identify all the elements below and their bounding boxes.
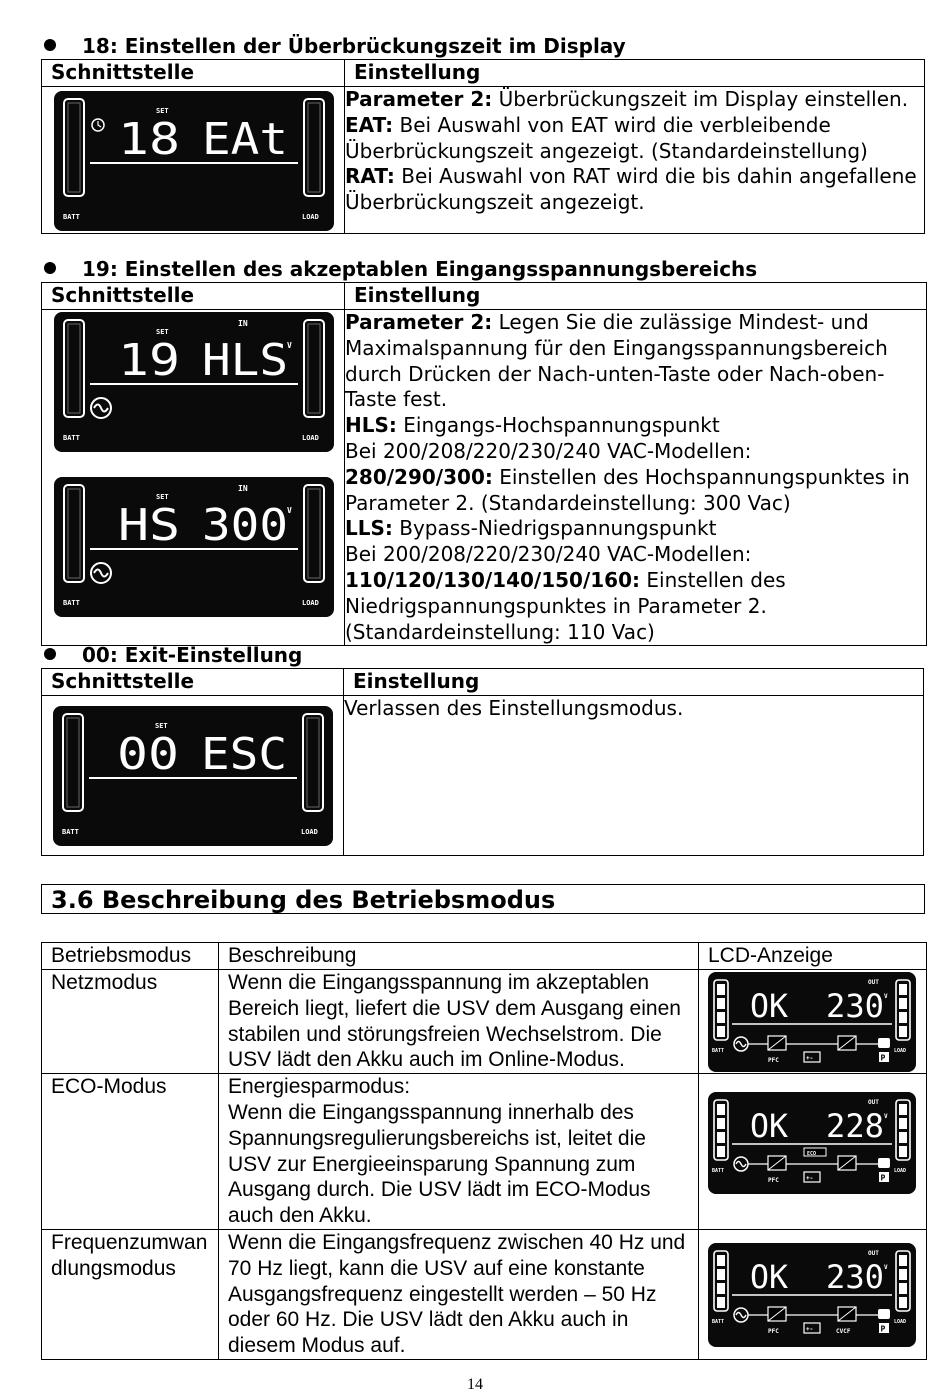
lcd-left-digits: 19 [118,335,180,386]
load-label: LOAD [302,213,319,221]
battery-segment [68,103,80,192]
battery-segment [717,1104,725,1115]
unit-label: V [287,341,292,350]
lcd-right-digits: EAt [202,114,288,165]
p-label: P [880,1053,886,1063]
col-header-mode: Betriebsmodus [42,943,219,970]
lcd-right-digits: ESC [201,729,287,780]
set-label: SET [156,107,169,115]
param-text: Legen Sie die zulässige Mindest- und Maximalspannung für den Eingangsspannungsbereich durch Drücken der Nach-unten-Taste oder Nach-oben-Taste fest. [345,310,888,412]
load-label: LOAD [302,599,319,607]
batt-label: BATT [62,828,79,836]
out-label: OUT [868,1249,879,1257]
pfc-label: PFC [768,1057,779,1064]
lcd-display-19-hls [54,312,334,452]
lcd-right-digits: HLS [202,335,288,386]
setting-description [345,310,927,646]
section-18-title: 18: Einstellen der Überbrückungszeit im Display [44,34,626,58]
batt-label: BATT [63,599,80,607]
hls-text: Eingangs-Hochspannungspunkt [396,413,720,438]
col-header-setting: Einstellung [344,669,924,696]
load-segment [899,1269,907,1280]
settings-table-19 [41,282,927,646]
batt-label: BATT [712,1048,725,1054]
battery-segment [717,1283,725,1294]
interface-cell [42,696,344,856]
mode-name: ECO-Modus [42,1074,219,1230]
batt-label: BATT [712,1168,725,1175]
sine-wave [736,1042,746,1047]
load-segment [899,998,907,1009]
battery-polarity: +- [806,1175,814,1183]
lcd-graphic [708,1092,916,1194]
unit-label: V [287,506,292,515]
mode-desc-heading: Energiesparmodus: [228,1075,411,1099]
mode-name: Netzmodus [42,970,219,1074]
lcd-left-digits: OK [750,987,789,1025]
lcd-left-digits: OK [750,1107,789,1146]
lcd-display-eco-mode [708,1092,916,1194]
low-values-text: Einstellen des Niedrigspannungspunktes in Parameter 2. (Standardeinstellung: 110 Vac) [345,567,786,644]
battery-segment [67,718,79,807]
model-note: Bei 200/208/220/230/240 VAC-Modellen: [345,542,752,567]
load-segment [308,103,320,192]
p-label: P [880,1173,886,1183]
out-label: OUT [868,1099,879,1107]
in-label: IN [238,319,248,328]
lcd-right-digits: 300 [202,500,288,551]
set-label: SET [156,493,169,501]
param-text: Überbrückungszeit im Display einstellen. [492,87,909,111]
lcd-display-18 [54,91,334,231]
lls-label: LLS: [345,516,393,541]
load-label: LOAD [894,1168,907,1175]
col-header-interface: Schnittstelle [42,60,345,87]
battery-segment [717,1297,725,1308]
pfc-label: PFC [768,1177,779,1185]
sine-wave [736,1312,746,1317]
mode-name [42,1229,219,1359]
mode-desc-body: Wenn die Eingangsspannung innerhalb des Spannungsregulierungsbereichs ist, leitet die USV zur Energieeinsparung Spannung zum Ausgang durch. Die USV lädt im ECO-Modus auch den Akku. [228,1100,651,1228]
mode-name-line: dlungsmodus [51,1256,176,1280]
output-socket-icon [878,1309,890,1319]
col-header-setting: Einstellung [345,60,925,87]
lcd-right-digits: 230 [826,987,884,1025]
load-segment [899,1012,907,1023]
section-19-title: 19: Einstellen des akzeptablen Eingangsspannungsbereichs [44,257,757,281]
battery-segment [717,1146,725,1157]
lcd-display-19-hs [54,477,334,617]
mode-description: Wenn die Eingangsspannung im akzeptablen Bereich liegt, liefert die USV dem Ausgang einen stabilen und störungsfreien Wechselstrom. Die USV lädt den Akku auch im Online-Modus. [219,970,699,1074]
load-segment [899,1146,907,1157]
col-header-lcd: LCD-Anzeige [699,943,927,970]
setting-description [345,87,925,234]
lcd-graphic [708,1243,916,1347]
mode-lcd-cell [699,1074,927,1230]
lcd-display-cvcf-mode [708,1243,916,1347]
interface-cell [42,87,345,234]
bullet-icon [44,262,56,274]
battery-polarity: +- [806,1055,814,1062]
settings-table-00 [41,668,924,856]
lcd-right-digits: 230 [826,1257,884,1296]
load-segment [899,1283,907,1294]
lcd-left-digits: 00 [117,729,179,780]
col-header-interface: Schnittstelle [42,669,344,696]
model-note: Bei 200/208/220/230/240 VAC-Modellen: [345,438,752,463]
batt-label: BATT [63,434,80,442]
col-header-setting: Einstellung [345,283,927,310]
eat-text: Bei Auswahl von EAT wird die verbleibende Überbrückungszeit angezeigt. (Standardeinstellung) [345,112,868,163]
battery-segment [717,1012,725,1023]
out-label: OUT [868,979,879,986]
rat-label: RAT: [345,164,395,189]
sine-wave [94,405,108,412]
battery-segment [717,1269,725,1280]
battery-segment [717,1026,725,1037]
load-bar-icon [304,99,324,196]
bullet-icon [44,648,56,660]
rat-text: Bei Auswahl von RAT wird die bis dahin angefallene Überbrückungszeit angezeigt. [345,164,917,215]
high-values-text: Einstellen des Hochspannungspunktes in Parameter 2. (Standardeinstellung: 300 Vac) [345,464,910,515]
lcd-right-digits: 228 [826,1107,884,1146]
mode-lcd-cell [699,970,927,1074]
battery-bar-icon [64,485,84,582]
in-label: IN [238,484,248,493]
lcd-graphic [708,972,916,1072]
load-segment [899,1118,907,1129]
battery-segment [717,1132,725,1143]
lcd-graphic [54,91,334,231]
mode-description [219,1074,699,1230]
set-label: SET [156,328,169,336]
load-segment [308,324,320,413]
pfc-label: PFC [768,1327,779,1335]
setting-description [344,696,924,856]
lcd-left-digits: 18 [118,114,180,165]
unit-label: V [884,993,888,1000]
clock-hand [98,121,101,127]
lcd-left-digits: HS [118,500,180,551]
p-label: P [880,1324,886,1334]
high-values-label: 280/290/300: [345,464,493,489]
hls-label: HLS: [345,413,397,438]
param-label: Parameter 2: [345,310,493,334]
section-heading: 3.6 Beschreibung des Betriebsmodus [41,884,925,914]
low-values-label: 110/120/130/140/150/160: [345,567,641,592]
load-segment [899,1026,907,1037]
unit-label: V [884,1113,888,1121]
load-label: LOAD [301,828,318,836]
page-number: 14 [467,1376,483,1393]
battery-polarity: +- [806,1325,814,1333]
load-bar-icon [303,714,323,811]
battery-segment [717,1118,725,1129]
batt-label: BATT [712,1318,725,1325]
battery-segment [68,489,80,578]
lcd-display-00 [53,706,333,846]
lcd-graphic [53,706,333,846]
load-segment [307,718,319,807]
sine-wave [94,570,108,577]
col-header-interface: Schnittstelle [42,283,345,310]
section-00-title: 00: Exit-Einstellung [44,643,302,667]
exit-text: Verlassen des Einstellungsmodus. [344,696,684,720]
settings-table-18 [41,59,925,234]
load-bar-icon [304,485,324,582]
eco-label: ECO [807,1151,817,1158]
lls-text: Bypass-Niedrigspannungspunkt [392,516,717,541]
battery-segment [717,998,725,1009]
load-segment [899,1297,907,1308]
param-label: Parameter 2: [345,87,493,111]
load-segment [899,1104,907,1115]
load-bar-icon [304,320,324,417]
modes-table [41,942,927,1360]
battery-bar-icon [64,320,84,417]
sine-wave [736,1162,746,1167]
load-label: LOAD [894,1048,907,1054]
load-label: LOAD [302,434,319,442]
batt-label: BATT [63,213,80,221]
load-label: LOAD [894,1318,907,1325]
lcd-left-digits: OK [750,1257,789,1296]
load-segment [899,1255,907,1266]
col-header-description: Beschreibung [219,943,699,970]
output-socket-icon [878,1158,890,1168]
load-segment [308,489,320,578]
battery-segment [717,1255,725,1266]
battery-bar-icon [64,99,84,196]
mode-description: Wenn die Eingangsfrequenz zwischen 40 Hz und 70 Hz liegt, kann die USV auf eine konstante Ausgangsfrequenz eingestellt werden – 50 Hz oder 60 Hz. Die USV lädt den Akku auch in diesem Modus auf. [219,1229,699,1359]
battery-segment [68,324,80,413]
lcd-display-line-mode [708,972,916,1072]
interface-cell [42,310,345,646]
cvcf-label: CVCF [836,1327,851,1335]
battery-bar-icon [63,714,83,811]
bullet-icon [44,39,56,51]
set-label: SET [155,722,168,730]
unit-label: V [884,1263,888,1271]
eat-label: EAT: [345,112,394,137]
load-segment [899,1132,907,1143]
mode-name-line: Frequenzumwan [51,1230,208,1254]
load-segment [899,984,907,995]
mode-lcd-cell [699,1229,927,1359]
lcd-graphic [54,312,334,452]
output-socket-icon [878,1038,890,1048]
lcd-graphic [54,477,334,617]
battery-segment [717,984,725,995]
